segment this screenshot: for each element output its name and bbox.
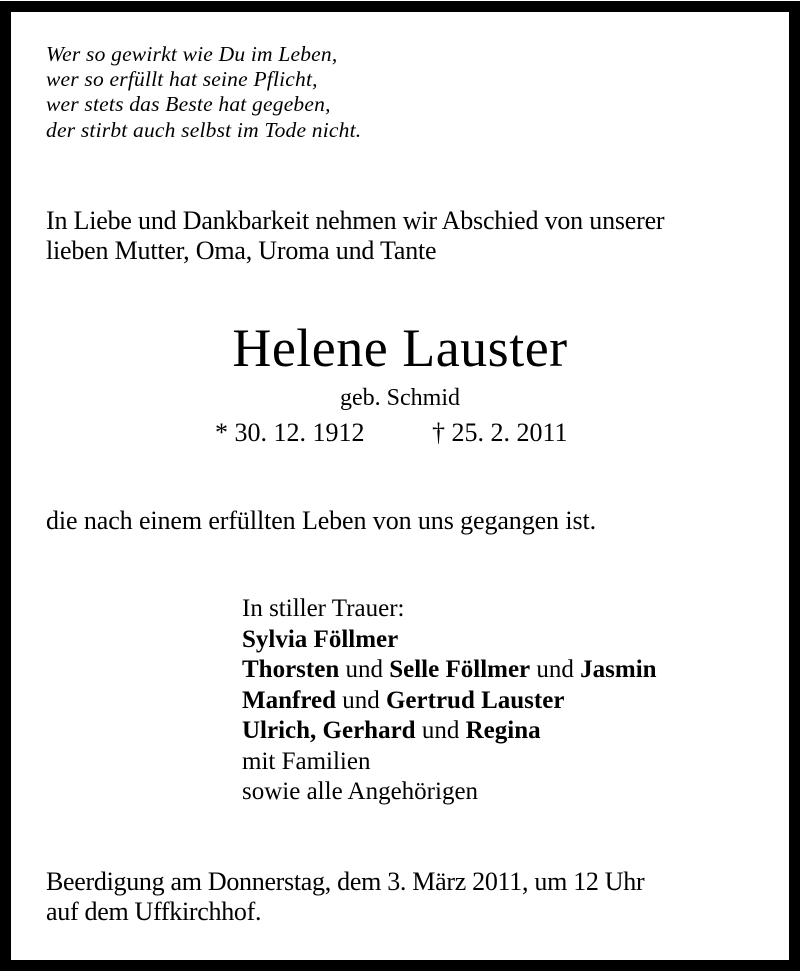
birth-date: * 30. 12. 1912 xyxy=(215,418,365,447)
mourner-name: Gertrud Lauster xyxy=(385,686,565,714)
mourner-line xyxy=(242,686,657,717)
mourner-name: Ulrich, Gerhard xyxy=(242,717,416,744)
intro-line: In Liebe und Dankbarkeit nehmen wir Abschied von unserer xyxy=(46,206,665,235)
mourner-line xyxy=(242,655,657,686)
mourner-name: Sylvia Föllmer xyxy=(242,625,399,653)
relatives-text: sowie alle Angehörigen xyxy=(242,778,479,805)
poem-line: wer stets das Beste hat gegeben, xyxy=(46,92,331,117)
funeral-info xyxy=(46,867,644,927)
conjunction: und xyxy=(339,656,390,683)
mourner-name: Thorsten xyxy=(242,656,340,683)
mourner-name: Jasmin xyxy=(580,656,657,683)
mourner-name: Selle Föllmer xyxy=(389,656,531,683)
intro-line: lieben Mutter, Oma, Uroma und Tante xyxy=(46,236,437,265)
families-text: mit Familien xyxy=(242,747,371,775)
funeral-line: auf dem Uffkirchhof. xyxy=(46,897,262,926)
conjunction: und xyxy=(415,717,466,744)
deceased-name: Helene Lauster xyxy=(232,318,568,378)
conjunction: und xyxy=(530,656,581,683)
poem-line: wer so erfüllt hat seine Pflicht, xyxy=(46,67,318,92)
mourners-block xyxy=(242,594,657,808)
mourner-name: Regina xyxy=(465,717,541,744)
mourner-line xyxy=(242,716,657,747)
poem xyxy=(46,42,361,143)
death-date: † 25. 2. 2011 xyxy=(432,418,568,447)
mourners-heading: In stiller Trauer: xyxy=(242,595,405,622)
obituary-border xyxy=(0,1,800,971)
poem-line: der stirbt auch selbst im Tode nicht. xyxy=(46,117,362,142)
poem-line: Wer so gewirkt wie Du im Leben, xyxy=(46,42,338,66)
conjunction: und xyxy=(335,686,386,714)
funeral-line: Beerdigung am Donnerstag, dem 3. März 2011, um 12 Uhr xyxy=(46,867,645,896)
passed-text: die nach einem erfüllten Leben von uns gegangen ist. xyxy=(46,506,597,535)
intro-text xyxy=(46,206,664,266)
mourner-name: Manfred xyxy=(242,686,336,714)
maiden-name: geb. Schmid xyxy=(340,385,460,411)
mourner-line xyxy=(242,625,657,656)
